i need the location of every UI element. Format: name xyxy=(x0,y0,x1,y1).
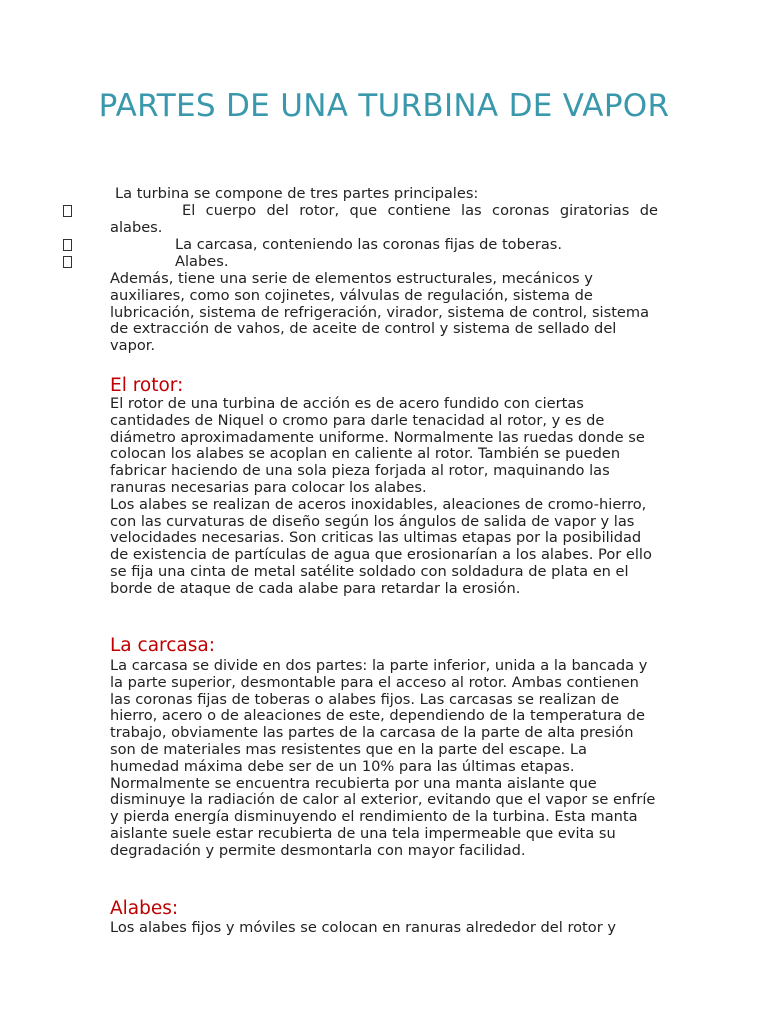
bullet-item xyxy=(0,202,768,236)
section-body-rotor xyxy=(110,396,656,598)
section-heading-rotor: El rotor: xyxy=(110,375,184,396)
section-body-carcasa xyxy=(110,658,656,860)
section-body-alabes xyxy=(110,920,656,937)
missing-glyph-bullet-icon xyxy=(63,256,72,268)
paragraph: El rotor de una turbina de acción es de acero fundido con ciertas cantidades de Niquel o cromo para darle tenacidad al rotor, y es de diámetro aproximadamente uniforme. Normalmente las ruedas donde se colocan los alabes se acoplan en caliente al rotor. También se pueden fabricar haciendo de una sola pieza forjada al rotor, maquinando las ranuras necesarias para colocar los alabes. xyxy=(110,395,645,496)
page-title: PARTES DE UNA TURBINA DE VAPOR xyxy=(98,88,670,124)
paragraph-elements: Además, tiene una serie de elementos estructurales, mecánicos y auxiliares, como son cojinetes, válvulas de regulación, sistema de lubricación, sistema de refrigeración, virador, sistema de control, sistema de extracción de vahos, de aceite de control y sistema de sellado del vapor. xyxy=(110,270,650,355)
bullet-item-text: El cuerpo del rotor, que contiene las coronas giratorias de alabes. xyxy=(110,202,658,236)
bullet-item xyxy=(0,237,768,254)
missing-glyph-bullet-icon xyxy=(63,239,72,251)
missing-glyph-bullet-icon xyxy=(63,205,72,217)
section-heading-carcasa: La carcasa: xyxy=(110,635,215,656)
paragraph: Los alabes se realizan de aceros inoxidables, aleaciones de cromo-hierro, con las curvaturas de diseño según los ángulos de salida de vapor y las velocidades necesarias. Son criticas las ultimas etapas por la posibilidad de existencia de partículas de agua que erosionarían a los alabes. Por ello se fija una cinta de metal satélite soldado con soldadura de plata en el borde de ataque de cada alabe para retardar la erosión. xyxy=(110,495,652,597)
paragraph: Los alabes fijos y móviles se colocan en ranuras alrededor del rotor y xyxy=(110,919,616,936)
intro-text: La turbina se compone de tres partes principales: xyxy=(115,185,479,202)
paragraph: Normalmente se encuentra recubierta por una manta aislante que disminuye la radiación de calor al exterior, evitando que el vapor se enfríe y pierda energía disminuyendo el rendimiento de la turbina. Esta manta aislante suele estar recubierta de una tela impermeable que evita su degradación y permite desmontarla con mayor facilidad. xyxy=(110,774,656,859)
section-heading-alabes: Alabes: xyxy=(110,898,179,919)
bullet-item-text: Alabes. xyxy=(175,253,229,270)
paragraph: La carcasa se divide en dos partes: la parte inferior, unida a la bancada y la parte superior, desmontable para el acceso al rotor. Ambas contienen las coronas fijas de toberas o alabes fijos. Las carcasas se realizan de hierro, acero o de aleaciones de este, dependiendo de la temperatura de trabajo, obviamente las partes de la carcasa de la parte de alta presión son de materiales mas resistentes que en la parte del escape. La humedad máxima debe ser de un 10% para las últimas etapas. xyxy=(110,657,648,775)
bullet-item-text: La carcasa, conteniendo las coronas fijas de toberas. xyxy=(175,236,563,253)
bullet-item xyxy=(0,254,768,271)
